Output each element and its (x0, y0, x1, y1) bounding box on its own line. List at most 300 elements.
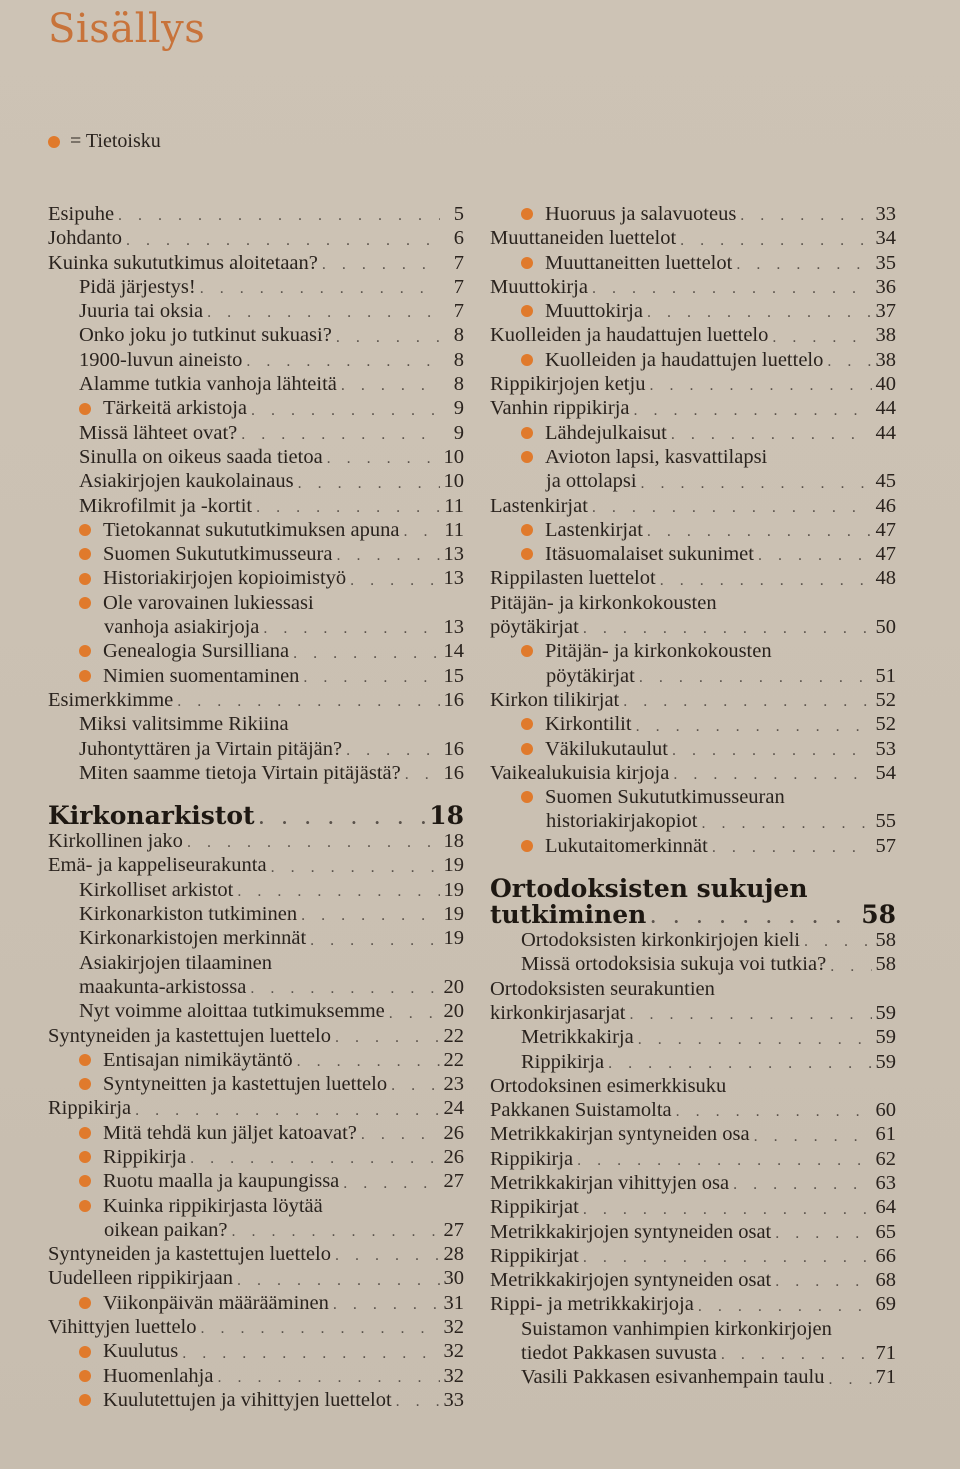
toc-entry-label: Kirkonarkistojen merkinnät (79, 927, 307, 950)
toc-page-number: 8 (453, 348, 464, 371)
toc-entry[interactable] (48, 951, 464, 975)
toc-entry-text (79, 494, 252, 518)
tietoisku-bullet-icon (79, 1151, 91, 1163)
toc-page-number: 60 (875, 1099, 896, 1122)
toc-entry-label: Muuttaneiden luettelot (490, 227, 677, 250)
toc-page-number: 37 (875, 300, 896, 323)
toc-entry[interactable] (48, 1315, 464, 1339)
toc-page-number: 62 (875, 1147, 896, 1170)
toc-entry[interactable] (490, 712, 896, 736)
toc-entry-label: Vaikealukuisia kirjoja (490, 761, 670, 784)
toc-entry-text (48, 226, 122, 250)
toc-entry-label: ja ottolapsi (546, 470, 637, 493)
toc-entry[interactable] (48, 829, 464, 853)
tietoisku-bullet-icon (79, 1370, 91, 1382)
toc-entry-text (490, 323, 768, 347)
toc-entry-label: Muuttokirja (545, 300, 643, 323)
toc-entry[interactable] (48, 737, 464, 761)
toc-entry-text (521, 952, 826, 976)
toc-entry-label: Kuinka sukututkimus aloitetaan? (48, 251, 318, 274)
toc-entry[interactable] (48, 1072, 464, 1096)
toc-entry[interactable] (490, 299, 896, 323)
toc-entry[interactable] (490, 1025, 896, 1049)
toc-entry[interactable] (48, 396, 464, 420)
toc-entry[interactable] (490, 737, 896, 761)
toc-entry-label: Miksi valitsimme Rikiina (79, 713, 289, 736)
toc-entry[interactable] (490, 1220, 896, 1244)
toc-page-number: 7 (453, 300, 464, 323)
toc-entry[interactable] (490, 688, 896, 712)
toc-entry[interactable] (48, 445, 464, 469)
toc-entry[interactable] (490, 834, 896, 858)
toc-entry-label: Rippilasten luettelot (490, 567, 656, 590)
tietoisku-bullet-icon (521, 645, 533, 657)
toc-entry[interactable] (490, 1001, 896, 1025)
dot-leader (246, 352, 440, 372)
toc-entry-text (546, 809, 697, 833)
toc-entry[interactable] (48, 878, 464, 902)
toc-entry[interactable] (48, 1339, 464, 1363)
toc-entry[interactable] (48, 688, 464, 712)
toc-entry[interactable] (48, 1169, 464, 1193)
toc-entry-text (79, 975, 246, 999)
toc-entry-label: Rippikirja (521, 1050, 605, 1073)
toc-entry-label: Emä- ja kappeliseurakunta (48, 854, 267, 877)
toc-entry-label: Ole varovainen lukiessasi (103, 591, 314, 614)
toc-page-number: 69 (875, 1293, 896, 1316)
toc-page-number: 32 (443, 1340, 464, 1363)
toc-entry-label: Pitäjän- ja kirkonkokousten (490, 591, 717, 614)
toc-entry[interactable] (48, 712, 464, 736)
toc-entry[interactable] (490, 785, 896, 809)
dot-leader (636, 717, 872, 737)
dot-leader (676, 1102, 872, 1122)
dot-leader (673, 765, 871, 785)
tietoisku-bullet-icon (79, 1175, 91, 1187)
toc-entry-label: Kirkonarkiston tutkiminen (79, 903, 298, 926)
toc-entry-text (48, 1024, 331, 1048)
toc-entry[interactable] (48, 1048, 464, 1072)
dot-leader (583, 1200, 872, 1220)
dot-leader (638, 1030, 872, 1050)
toc-entry[interactable] (48, 518, 464, 542)
toc-entry-label: 1900-luvun aineisto (79, 348, 243, 371)
tietoisku-bullet-icon (521, 548, 533, 560)
toc-entry-label: pöytäkirjat (490, 616, 579, 639)
toc-page-number: 19 (443, 903, 464, 926)
tietoisku-bullet-icon (79, 1297, 91, 1309)
toc-entry-text (521, 712, 632, 736)
dot-leader (804, 932, 872, 952)
dot-leader (701, 814, 871, 834)
toc-page-number: 35 (875, 251, 896, 274)
toc-entry-label: Rippikirjojen ketju (490, 373, 646, 396)
dot-leader (241, 425, 440, 445)
toc-entry[interactable] (490, 1341, 896, 1365)
toc-entry[interactable] (48, 1266, 464, 1290)
toc-heading[interactable] (48, 803, 464, 829)
toc-page-number: 68 (875, 1269, 896, 1292)
toc-entry-label: Juhontyttären ja Virtain pitäjän? (79, 737, 343, 760)
dot-leader (126, 231, 440, 251)
tietoisku-bullet-icon (521, 208, 533, 220)
toc-entry-text (521, 202, 736, 226)
dot-leader (177, 692, 439, 712)
toc-entry[interactable] (48, 1121, 464, 1145)
toc-page-number: 20 (443, 1000, 464, 1023)
toc-entry-label: Tärkeitä arkistoja (103, 397, 248, 420)
toc-entry-label: Metrikkakirjojen syntyneiden osat (490, 1269, 772, 1292)
toc-entry-text (79, 469, 294, 493)
toc-entry[interactable] (490, 566, 896, 590)
toc-entry-text (79, 664, 299, 688)
toc-page-number: 38 (875, 324, 896, 347)
toc-entry[interactable] (490, 809, 896, 833)
toc-entry[interactable] (490, 615, 896, 639)
toc-entry[interactable] (48, 566, 464, 590)
toc-entry[interactable] (48, 975, 464, 999)
dot-leader (207, 303, 440, 323)
toc-entry-label: Syntyneitten ja kastettujen luettelo (103, 1073, 388, 1096)
toc-entry[interactable] (48, 372, 464, 396)
toc-entry-text (521, 445, 767, 469)
toc-entry-text (521, 542, 754, 566)
toc-entry-label: Ortodoksisten seurakuntien (490, 977, 715, 1000)
toc-entry-label: kirkonkirjasarjat (490, 1001, 626, 1024)
dot-leader (775, 1272, 871, 1292)
toc-entry[interactable] (490, 494, 896, 518)
toc-entry[interactable] (48, 421, 464, 445)
tietoisku-bullet-icon (79, 670, 91, 682)
toc-entry[interactable] (48, 1145, 464, 1169)
dot-leader (641, 474, 872, 494)
toc-entry[interactable] (490, 1074, 896, 1098)
toc-entry[interactable] (490, 664, 896, 688)
toc-entry-text (79, 396, 247, 420)
toc-entry-text (79, 566, 346, 590)
toc-entry-text (490, 977, 715, 1001)
toc-entry-text (490, 591, 717, 615)
toc-entry-label: Suomen Sukututkimusseura (103, 543, 333, 566)
toc-entry[interactable] (490, 1268, 896, 1292)
toc-page-number: 26 (443, 1121, 464, 1144)
toc-entry-label: maakunta-arkistossa (79, 975, 247, 998)
toc-entry-label: Genealogia Sursilliana (103, 640, 290, 663)
dot-leader (335, 1246, 440, 1266)
toc-entry-text (490, 1098, 672, 1122)
toc-page-number: 13 (443, 567, 464, 590)
legend-label: = Tietoisku (70, 130, 161, 152)
toc-entry-text (521, 834, 708, 858)
toc-page-number: 19 (443, 927, 464, 950)
toc-entry-text (521, 1025, 634, 1049)
dot-leader (592, 498, 872, 518)
toc-entry-text (79, 372, 337, 396)
toc-entry-label: Ruotu maalla ja kaupungissa (103, 1170, 340, 1193)
legend (48, 130, 161, 153)
toc-entry-text (79, 445, 323, 469)
toc-page-number: 44 (875, 421, 896, 444)
dot-leader (350, 571, 439, 591)
toc-entry[interactable] (490, 251, 896, 275)
toc-entry[interactable] (490, 1098, 896, 1122)
toc-entry-text (490, 396, 630, 420)
dot-leader (256, 498, 440, 518)
toc-entry[interactable] (490, 591, 896, 615)
dot-leader (251, 401, 440, 421)
toc-entry[interactable] (48, 1024, 464, 1048)
dot-leader (772, 328, 871, 348)
toc-entry[interactable] (48, 761, 464, 785)
toc-entry[interactable] (48, 999, 464, 1023)
toc-entry-text (546, 469, 637, 493)
tietoisku-bullet-icon (521, 791, 533, 803)
toc-entry[interactable] (48, 323, 464, 347)
toc-page-number: 28 (443, 1243, 464, 1266)
toc-entry[interactable] (48, 591, 464, 615)
dot-leader (647, 303, 872, 323)
toc-entry-label: Viikonpäivän määrääminen (103, 1291, 329, 1314)
toc-page-number: 8 (453, 373, 464, 396)
toc-entry-text (490, 275, 588, 299)
toc-entry[interactable] (48, 1096, 464, 1120)
toc-entry-text (79, 999, 385, 1023)
tietoisku-bullet-icon (79, 597, 91, 609)
toc-entry-text (490, 688, 619, 712)
toc-entry-text (79, 421, 237, 445)
dot-leader (680, 231, 871, 251)
toc-entry-label: Kuolleiden ja haudattujen luettelo (545, 348, 824, 371)
dot-leader (629, 1005, 871, 1025)
toc-entry[interactable] (48, 494, 464, 518)
toc-entry-text (79, 1388, 392, 1412)
toc-entry-text (79, 1169, 339, 1193)
toc-entry-text (79, 1072, 387, 1096)
toc-entry[interactable] (490, 1147, 896, 1171)
toc-page-number: 59 (875, 1050, 896, 1073)
toc-entry-label: Ortodoksisten kirkonkirjojen kieli (521, 929, 800, 952)
toc-entry-text (546, 664, 635, 688)
toc-entry-text (490, 1268, 771, 1292)
dot-leader (608, 1054, 871, 1074)
toc-entry[interactable] (490, 348, 896, 372)
toc-page-number: 16 (443, 688, 464, 711)
toc-entry[interactable] (490, 396, 896, 420)
tietoisku-bullet-icon (79, 1200, 91, 1212)
toc-page-number: 58 (861, 900, 896, 930)
toc-entry-label: Alamme tutkia vanhoja lähteitä (79, 373, 337, 396)
toc-page-number: 50 (875, 616, 896, 639)
toc-entry-text (521, 1365, 824, 1389)
toc-entry-text (48, 803, 255, 829)
toc-entry-text (490, 1122, 750, 1146)
toc-entry-label: Tietokannat sukututkimuksen apuna (103, 518, 400, 541)
dot-leader (293, 644, 439, 664)
toc-page-number: 9 (453, 421, 464, 444)
toc-page-number: 10 (443, 445, 464, 468)
toc-entry[interactable] (48, 202, 464, 226)
toc-entry[interactable] (490, 1122, 896, 1146)
toc-page-number: 23 (443, 1073, 464, 1096)
toc-page-number: 47 (875, 518, 896, 541)
toc-entry-label: Kirkontilit (545, 713, 632, 736)
toc-entry[interactable] (490, 372, 896, 396)
toc-page-number: 16 (443, 737, 464, 760)
toc-page-number: 51 (875, 664, 896, 687)
toc-page-number: 48 (875, 567, 896, 590)
toc-entry[interactable] (490, 1244, 896, 1268)
toc-entry[interactable] (48, 275, 464, 299)
toc-entry-text (490, 566, 656, 590)
tietoisku-bullet-icon (79, 645, 91, 657)
dot-leader (190, 1149, 439, 1169)
toc-entry[interactable] (48, 926, 464, 950)
toc-entry[interactable] (490, 639, 896, 663)
toc-page-number: 33 (443, 1388, 464, 1411)
tietoisku-bullet-icon (79, 1078, 91, 1090)
tietoisku-bullet-icon (79, 1054, 91, 1066)
toc-entry-label: Rippikirjat (490, 1196, 579, 1219)
toc-page-number: 18 (443, 830, 464, 853)
toc-entry[interactable] (48, 664, 464, 688)
toc-entry[interactable] (490, 323, 896, 347)
toc-entry[interactable] (48, 1218, 464, 1242)
dot-leader (736, 255, 871, 275)
toc-entry[interactable] (490, 928, 896, 952)
toc-entry[interactable] (490, 1050, 896, 1074)
toc-page-number: 58 (875, 929, 896, 952)
toc-entry[interactable] (48, 902, 464, 926)
toc-entry[interactable] (48, 639, 464, 663)
toc-entry[interactable] (48, 469, 464, 493)
toc-entry-label: Rippikirjat (490, 1244, 579, 1267)
toc-entry[interactable] (48, 1291, 464, 1315)
toc-entry[interactable] (48, 299, 464, 323)
toc-entry-label: Missä ortodoksisia sukuja voi tutkia? (521, 953, 827, 976)
toc-entry[interactable] (490, 542, 896, 566)
toc-entry[interactable] (48, 1194, 464, 1218)
toc-entry[interactable] (490, 518, 896, 542)
toc-entry[interactable] (490, 226, 896, 250)
dot-leader (200, 279, 440, 299)
toc-entry-text (79, 591, 314, 615)
toc-entry-label: Väkilukutaulut (545, 737, 668, 760)
dot-leader (250, 979, 439, 999)
toc-entry[interactable] (490, 469, 896, 493)
toc-entry-label: Nimien suomentaminen (103, 664, 300, 687)
toc-entry-label: Onko joku jo tutkinut sukuasi? (79, 324, 332, 347)
toc-entry[interactable] (490, 1171, 896, 1195)
toc-entry[interactable] (48, 1242, 464, 1266)
tietoisku-bullet-icon (521, 257, 533, 269)
toc-entry-label: Nyt voimme aloittaa tutkimuksemme (79, 1000, 385, 1023)
toc-entry-label: Ortodoksisten sukujen (490, 874, 808, 904)
toc-page-number: 22 (443, 1024, 464, 1047)
toc-page-number: 22 (443, 1048, 464, 1071)
toc-entry-text (79, 275, 196, 299)
toc-entry-label: Lastenkirjat (545, 518, 643, 541)
toc-entry[interactable] (490, 1317, 896, 1341)
toc-entry-text (48, 853, 267, 877)
toc-entry-label: Esimerkkimme (48, 688, 174, 711)
toc-entry-text (490, 1001, 625, 1025)
toc-page-number: 65 (875, 1220, 896, 1243)
dot-leader (721, 1345, 872, 1365)
toc-entry-label: Rippikirja (103, 1145, 187, 1168)
toc-entry-text (521, 299, 643, 323)
toc-entry[interactable] (490, 1365, 896, 1389)
toc-entry-label: Entisajan nimikäytäntö (103, 1048, 293, 1071)
toc-entry[interactable] (48, 542, 464, 566)
dot-leader (623, 692, 871, 712)
toc-entry-label: Suomen Sukututkimusseuran (545, 786, 785, 809)
toc-entry[interactable] (490, 1195, 896, 1219)
toc-entry-text (79, 1121, 357, 1145)
toc-entry[interactable] (48, 348, 464, 372)
tietoisku-bullet-icon (79, 573, 91, 585)
toc-page-number: 5 (453, 203, 464, 225)
toc-page-number: 11 (444, 518, 464, 541)
tietoisku-bullet-icon (79, 403, 91, 415)
toc-entry-label: tiedot Pakkasen suvusta (521, 1342, 717, 1365)
toc-entry[interactable] (490, 445, 896, 469)
toc-entry[interactable] (48, 853, 464, 877)
toc-entry[interactable] (48, 1388, 464, 1412)
tietoisku-bullet-icon (521, 524, 533, 536)
toc-entry-text (79, 737, 342, 761)
toc-entry-text (490, 1244, 579, 1268)
dot-leader (341, 376, 440, 396)
toc-entry[interactable] (48, 615, 464, 639)
toc-entry[interactable] (490, 421, 896, 445)
toc-entry[interactable] (48, 1364, 464, 1388)
toc-entry[interactable] (48, 251, 464, 275)
toc-entry-label: Metrikkakirjojen syntyneiden osat (490, 1220, 772, 1243)
toc-entry[interactable] (490, 977, 896, 1001)
toc-page-number: 57 (875, 834, 896, 857)
toc-page-number: 11 (444, 494, 464, 517)
toc-entry[interactable] (490, 202, 896, 226)
toc-entry[interactable] (490, 761, 896, 785)
toc-entry-text (79, 1048, 293, 1072)
dot-leader (361, 1125, 440, 1145)
dot-leader (135, 1101, 439, 1121)
toc-entry[interactable] (490, 1292, 896, 1316)
toc-entry-label: tutkiminen (490, 900, 647, 930)
dot-leader (187, 833, 440, 853)
toc-page-number: 18 (429, 801, 464, 831)
toc-entry-label: Juuria tai oksia (79, 300, 204, 323)
toc-entry-label: Kuinka rippikirjasta löytää (103, 1194, 323, 1217)
toc-heading[interactable] (490, 876, 896, 902)
toc-entry-text (490, 902, 646, 928)
dot-leader (712, 838, 872, 858)
toc-page-number: 32 (443, 1364, 464, 1387)
dot-leader (322, 255, 440, 275)
toc-page-number: 40 (875, 373, 896, 396)
toc-entry-label: Uudelleen rippikirjaan (48, 1267, 234, 1290)
dot-leader (583, 1248, 872, 1268)
toc-heading[interactable] (490, 902, 896, 928)
toc-entry-label: Mitä tehdä kun jäljet katoavat? (103, 1121, 357, 1144)
dot-leader (298, 474, 440, 494)
toc-entry[interactable] (48, 226, 464, 250)
dot-leader (201, 1319, 440, 1339)
toc-page-number: 59 (875, 1001, 896, 1024)
toc-entry[interactable] (490, 275, 896, 299)
toc-entry[interactable] (490, 952, 896, 976)
toc-entry-text (48, 1096, 131, 1120)
